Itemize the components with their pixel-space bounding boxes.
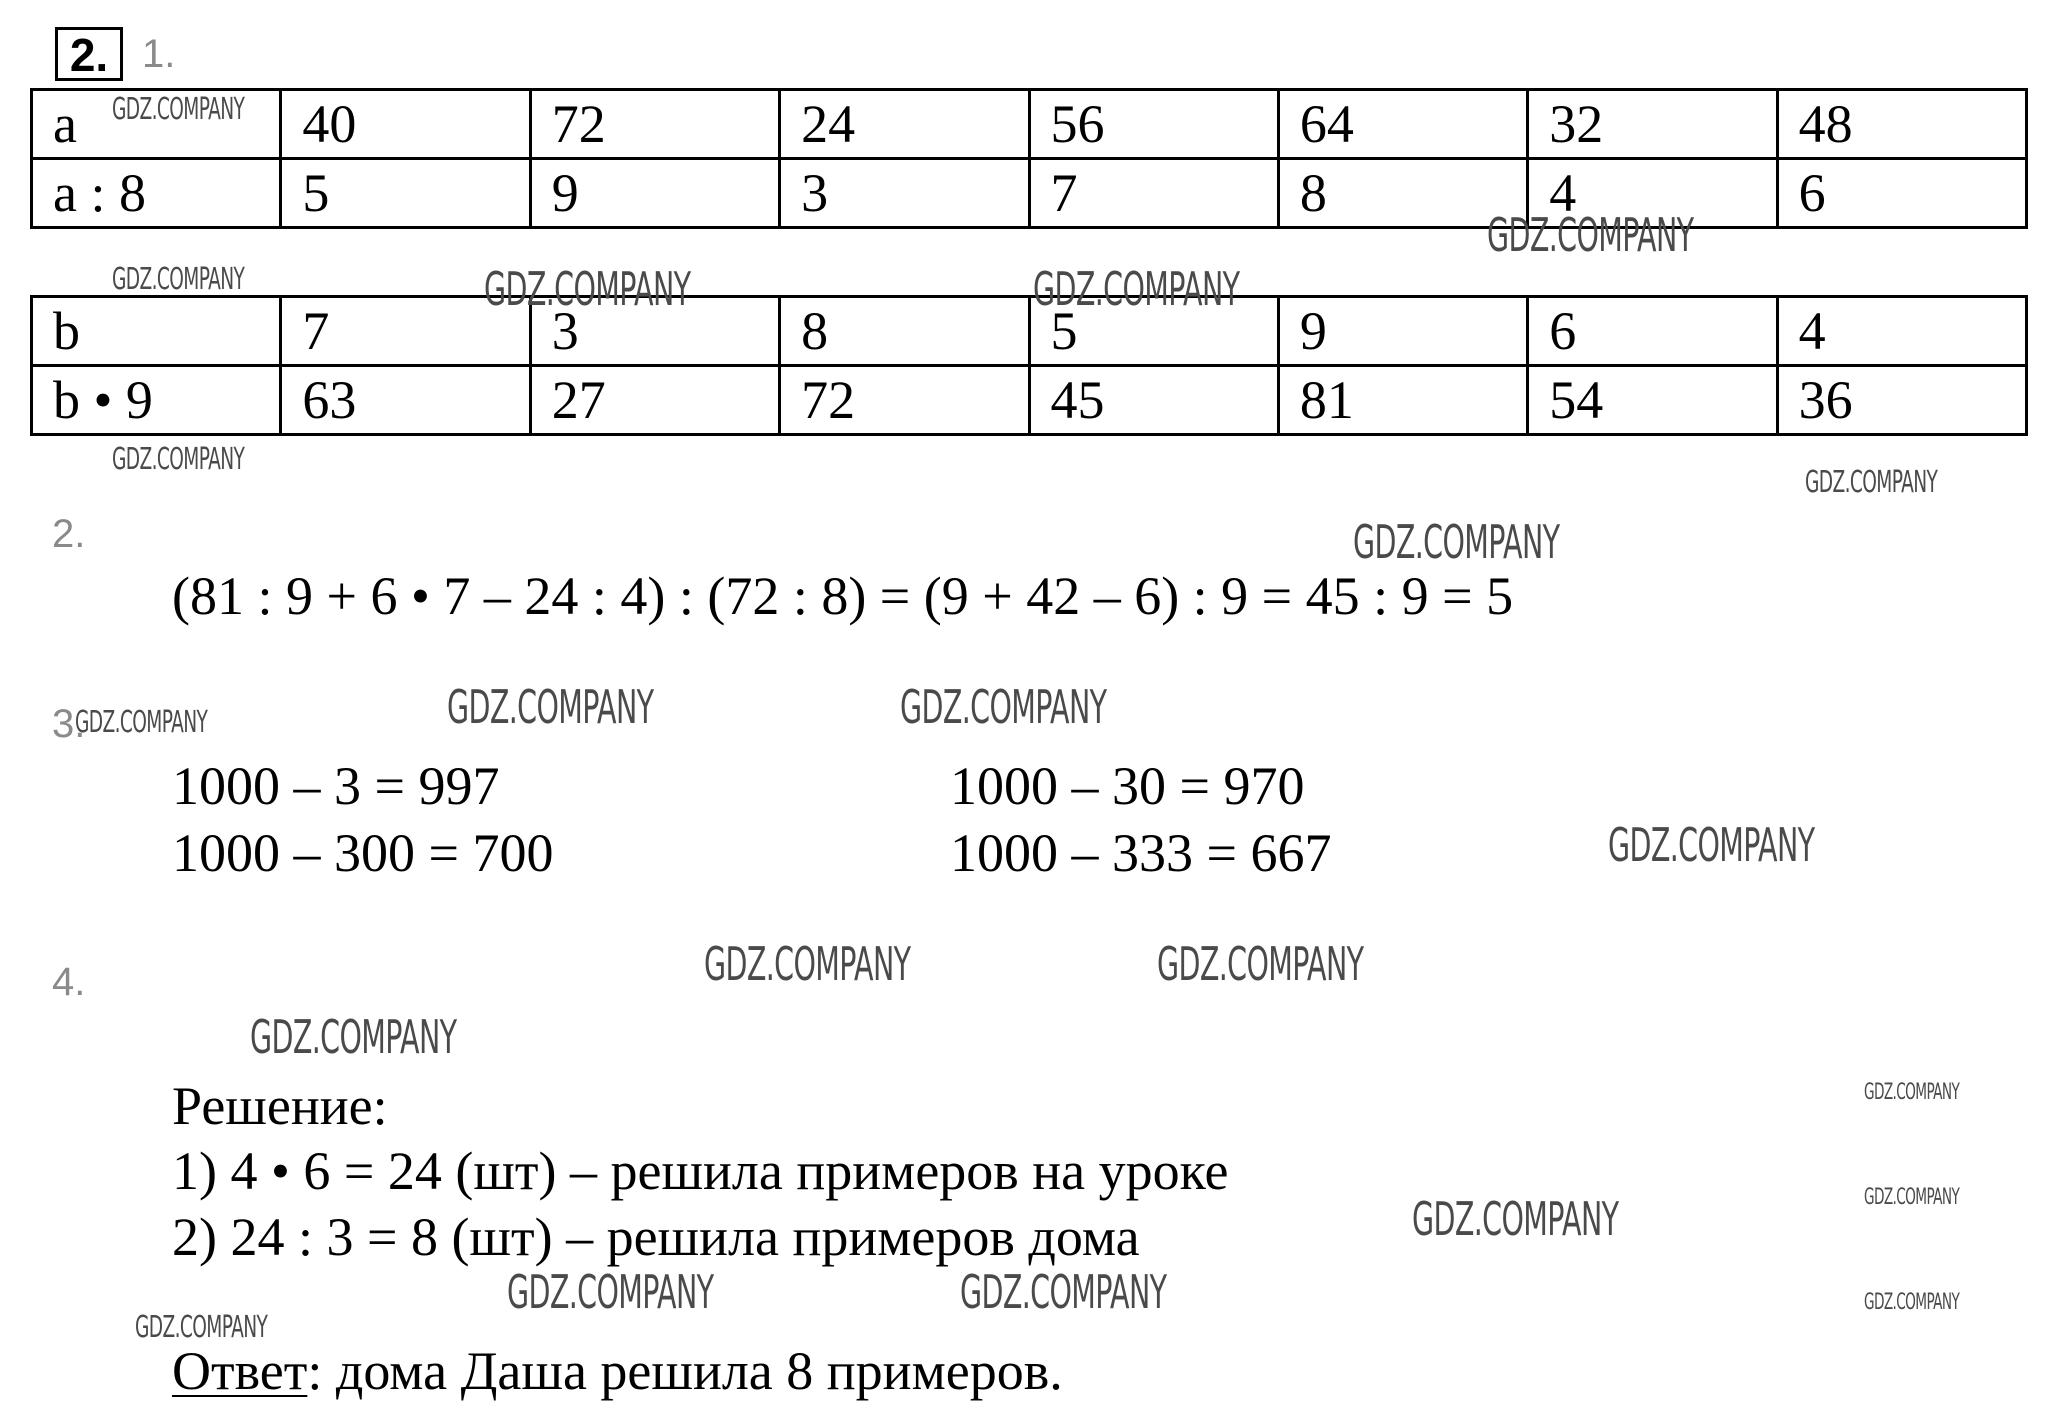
watermark: GDZ.COMPANY (447, 680, 654, 734)
table-cell: 3 (530, 297, 779, 366)
table-cell: 3 (780, 159, 1029, 228)
table-cell: 40 (281, 90, 530, 159)
table-cell: 64 (1278, 90, 1527, 159)
watermark: GDZ.COMPANY (112, 92, 245, 127)
watermark: GDZ.COMPANY (1353, 515, 1560, 569)
table-cell: a : 8 (32, 159, 281, 228)
table-cell: 7 (1029, 159, 1278, 228)
table-cell: 8 (1278, 159, 1527, 228)
table-cell: 63 (281, 366, 530, 435)
subtask-1-number: 1. (142, 32, 176, 76)
watermark: GDZ.COMPANY (960, 1265, 1167, 1319)
expression-line: (81 : 9 + 6 • 7 – 24 : 4) : (72 : 8) = (9 + 42 – 6) : 9 = 45 : 9 = 5 (172, 566, 1514, 626)
watermark: GDZ.COMPANY (1805, 465, 1938, 500)
table-cell: 5 (281, 159, 530, 228)
table-cell: 56 (1029, 90, 1278, 159)
task-number-box: 2. (55, 27, 123, 81)
table-cell: 54 (1528, 366, 1777, 435)
subtraction-line: 1000 – 3 = 997 (172, 756, 500, 816)
table-row (32, 297, 2027, 366)
table-row (32, 366, 2027, 435)
watermark: GDZ.COMPANY (1864, 1080, 1960, 1105)
table-cell: 8 (780, 297, 1029, 366)
subtraction-line: 1000 – 333 = 667 (950, 823, 1332, 883)
watermark: GDZ.COMPANY (135, 1310, 268, 1345)
watermark: GDZ.COMPANY (112, 262, 245, 297)
watermark: GDZ.COMPANY (75, 705, 208, 740)
table-cell: 4 (1528, 159, 1777, 228)
table-cell: 36 (1777, 366, 2026, 435)
table-cell: 72 (530, 90, 779, 159)
watermark: GDZ.COMPANY (1864, 1185, 1960, 1210)
table-cell: 6 (1528, 297, 1777, 366)
table-cell: 48 (1777, 90, 2026, 159)
table-cell: 4 (1777, 297, 2026, 366)
subtask-4-number: 4. (52, 960, 86, 1004)
table-cell: a (32, 90, 281, 159)
table-row (32, 159, 2027, 228)
multiplication-table (30, 295, 2028, 436)
table-cell: 72 (780, 366, 1029, 435)
answer-text: : дома Даша решила 8 примеров. (307, 1341, 1063, 1401)
table-cell: 5 (1029, 297, 1278, 366)
table-cell: 9 (1278, 297, 1527, 366)
table-cell: b • 9 (32, 366, 281, 435)
table-cell: b (32, 297, 281, 366)
subtraction-line: 1000 – 300 = 700 (172, 823, 554, 883)
watermark: GDZ.COMPANY (112, 442, 245, 477)
watermark: GDZ.COMPANY (704, 937, 911, 991)
watermark: GDZ.COMPANY (900, 680, 1107, 734)
watermark: GDZ.COMPANY (1487, 208, 1694, 262)
subtraction-line: 1000 – 30 = 970 (950, 756, 1305, 816)
table-cell: 81 (1278, 366, 1527, 435)
solution-heading: Решение: (172, 1076, 388, 1136)
table-cell: 27 (530, 366, 779, 435)
table-row (32, 90, 2027, 159)
table-cell: 32 (1528, 90, 1777, 159)
solution-step: 2) 24 : 3 = 8 (шт) – решила примеров дома (172, 1207, 1140, 1267)
watermark: GDZ.COMPANY (250, 1010, 457, 1064)
subtask-3-number: 3. (52, 702, 86, 746)
solution-step: 1) 4 • 6 = 24 (шт) – решила примеров на уроке (172, 1141, 1229, 1201)
watermark: GDZ.COMPANY (1412, 1192, 1619, 1246)
answer-line (172, 1340, 1063, 1402)
watermark: GDZ.COMPANY (484, 262, 691, 316)
watermark: GDZ.COMPANY (1608, 818, 1815, 872)
watermark: GDZ.COMPANY (1157, 937, 1364, 991)
table-cell: 24 (780, 90, 1029, 159)
table-cell: 6 (1777, 159, 2026, 228)
division-table (30, 88, 2028, 229)
table-cell: 45 (1029, 366, 1278, 435)
table-cell: 9 (530, 159, 779, 228)
watermark: GDZ.COMPANY (1864, 1290, 1960, 1315)
watermark: GDZ.COMPANY (507, 1265, 714, 1319)
watermark: GDZ.COMPANY (1033, 262, 1240, 316)
table-cell: 7 (281, 297, 530, 366)
subtask-2-number: 2. (52, 512, 86, 556)
answer-label: Ответ (172, 1341, 308, 1401)
